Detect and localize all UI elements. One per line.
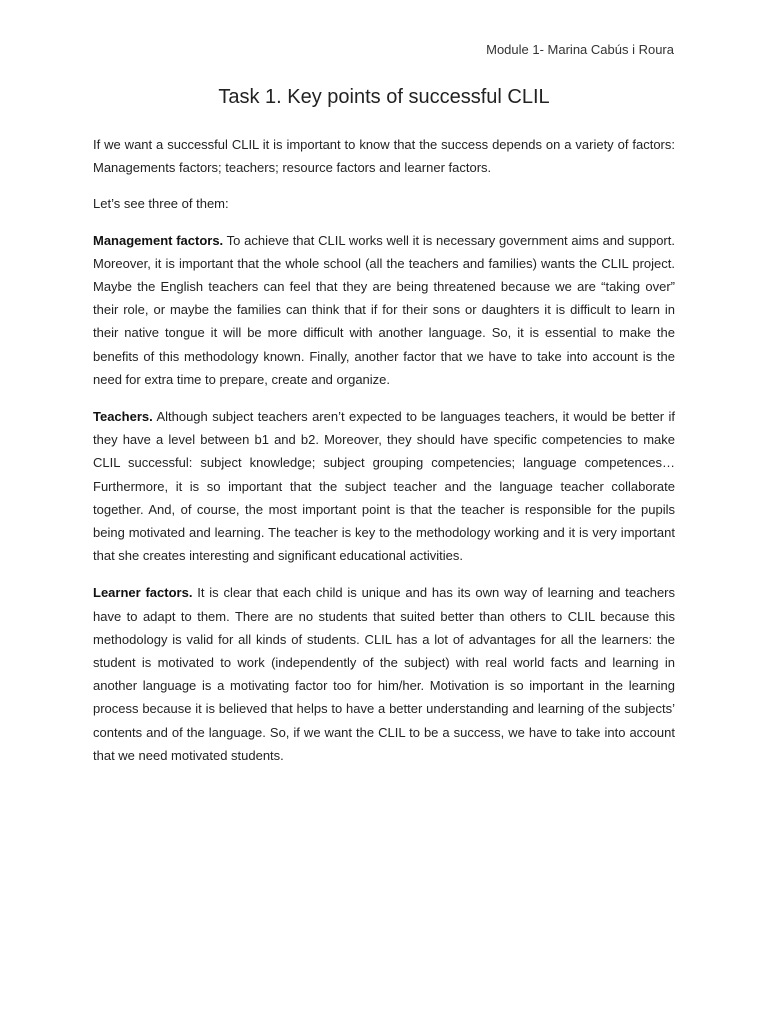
- document-body: [93, 133, 675, 781]
- page-title: Task 1. Key points of successful CLIL: [218, 86, 550, 108]
- learner-factors-heading: Learner factors.: [93, 585, 193, 601]
- management-factors-paragraph: [93, 229, 675, 391]
- teachers-heading: Teachers.: [93, 409, 153, 425]
- management-factors-heading: Management factors.: [93, 232, 224, 248]
- intro-paragraph: If we want a successful CLIL it is important to know that the success depends on a variety of factors: Managements factors; teachers; resource factors and learner factors.: [93, 137, 675, 176]
- learner-factors-paragraph: [93, 581, 675, 767]
- teachers-text: Although subject teachers aren’t expected to be languages teachers, it would be better if they have a level between b1 and b2. Moreover, they should have specific competencies to make CLIL successful: subject knowledge; subject grouping competencies; language competences… Furthermore, it is so important that the subject teacher and the language teacher collaborate together. And, of course, the most important point is that the teacher is responsible for the pupils being motivated and learning. The teacher is key to the methodology working and it is very important that she creates interesting and significant educational activities.: [93, 409, 675, 564]
- management-factors-text: To achieve that CLIL works well it is necessary government aims and support. Moreover, it is important that the whole school (all the teachers and families) wants the CLIL project. Maybe the English teachers can feel that they are being threatened because we are “taking over” their role, or maybe the families can think that if for their sons or daughters it is difficult to learn in their native tongue it will be more difficult with another language. So, it is essential to make the benefits of this methodology known. Finally, another factor that we have to take into account is the need for extra time to prepare, create and organize.: [93, 232, 675, 387]
- learner-factors-text: It is clear that each child is unique and has its own way of learning and teachers have to adapt to them. There are no students that suited better than others to CLIL because this methodology is valid for all kinds of students. CLIL has a lot of advantages for all the learners: the student is motivated to work (independently of the subject) with real world facts and learning in another language is a motivating factor too for him/her. Motivation is so important in the learning process because it is believed that helps to have a better understanding and learning of the subjects’ contents and of the language. So, if we want the CLIL to be a success, we have to take into account that we need motivated students.: [93, 585, 675, 763]
- lets-see-paragraph: Let’s see three of them:: [93, 196, 229, 212]
- teachers-paragraph: [93, 405, 675, 567]
- page-header: Module 1- Marina Cabús i Roura: [486, 42, 674, 57]
